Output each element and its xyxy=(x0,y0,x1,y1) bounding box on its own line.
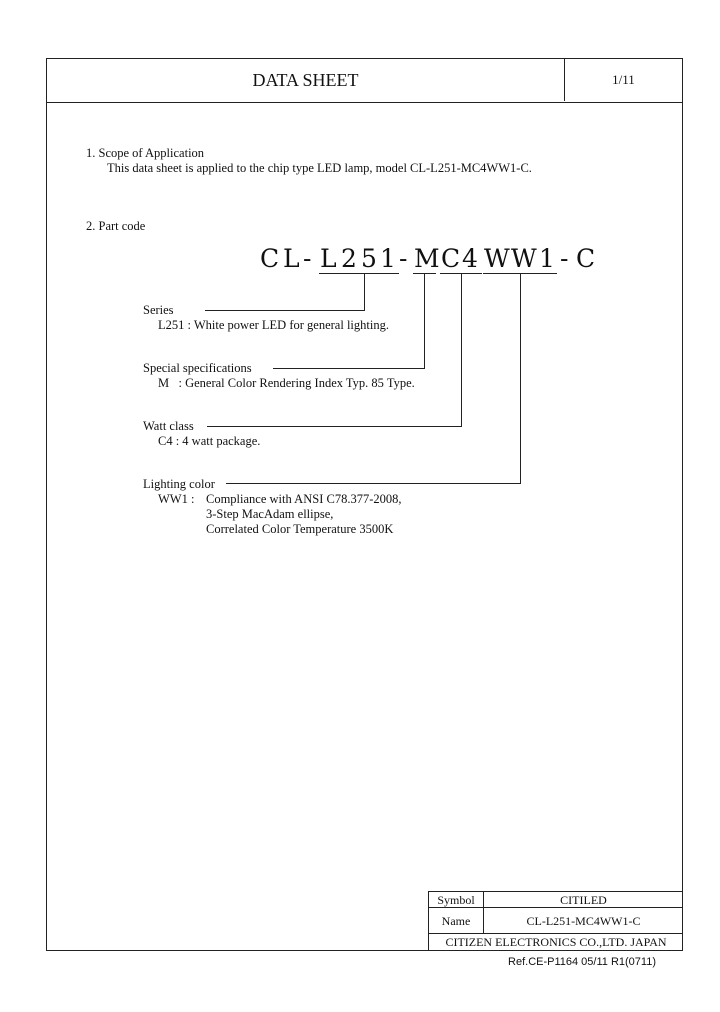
lighting-desc-label: WW1 : xyxy=(158,492,195,506)
name-label: Name xyxy=(441,914,471,928)
part-code-char: - xyxy=(303,244,312,273)
company-name: CITIZEN ELECTRONICS CO.,LTD. JAPAN xyxy=(445,935,667,949)
part-code-char: C xyxy=(260,244,280,273)
part-code-char: 2 xyxy=(341,244,357,273)
symbol-label: Symbol xyxy=(437,893,475,907)
part-code-char: M xyxy=(414,244,440,273)
part-code-char: 1 xyxy=(380,244,396,273)
series-leader-horizontal xyxy=(205,310,365,311)
part-code-char: 4 xyxy=(462,244,478,273)
series-leader-vertical xyxy=(364,273,365,311)
reference-number: Ref.CE-P1164 05/11 R1(0711) xyxy=(508,956,656,968)
part-code-char: 1 xyxy=(539,244,555,273)
series-underline xyxy=(319,273,399,274)
part-code-char: L xyxy=(283,244,300,273)
part-code-char: W xyxy=(484,244,510,273)
page-title: DATA SHEET xyxy=(47,59,565,101)
lighting-title: Lighting color xyxy=(143,477,215,491)
special-leader-horizontal xyxy=(273,368,425,369)
symbol-row xyxy=(429,892,683,908)
series-title: Series xyxy=(143,303,174,317)
lighting-desc-line: 3-Step MacAdam ellipse, xyxy=(206,507,334,521)
part-code-char: L xyxy=(320,244,337,273)
part-code xyxy=(0,244,720,274)
lighting-leader-horizontal xyxy=(226,483,521,484)
name-row xyxy=(429,908,683,934)
watt-leader-horizontal xyxy=(207,426,462,427)
partcode-heading: 2. Part code xyxy=(86,219,146,233)
part-code-char: W xyxy=(511,244,537,273)
part-code-char: C xyxy=(441,244,461,273)
part-code-char: 5 xyxy=(361,244,377,273)
lighting-desc-line: Compliance with ANSI C78.377-2008, xyxy=(206,492,402,506)
watt-leader-vertical xyxy=(461,273,462,427)
page-number: 1/11 xyxy=(612,72,635,87)
header xyxy=(47,59,682,103)
lighting-leader-vertical xyxy=(520,273,521,484)
watt-title: Watt class xyxy=(143,419,194,433)
info-box xyxy=(428,891,683,951)
part-code-char: - xyxy=(560,244,569,273)
part-code-char: C xyxy=(576,244,596,273)
series-desc: L251 : White power LED for general lighting. xyxy=(158,318,389,332)
lighting-desc-line: Correlated Color Temperature 3500K xyxy=(206,522,394,536)
special-title: Special specifications xyxy=(143,361,252,375)
watt-desc: C4 : 4 watt package. xyxy=(158,434,261,448)
name-value: CL-L251-MC4WW1-C xyxy=(483,908,683,934)
scope-heading: 1. Scope of Application xyxy=(86,146,205,160)
symbol-value: CITILED xyxy=(483,892,683,908)
special-leader-vertical xyxy=(424,273,425,369)
special-desc: M : General Color Rendering Index Typ. 85 Type. xyxy=(158,376,415,390)
scope-text: This data sheet is applied to the chip type LED lamp, model CL-L251-MC4WW1-C. xyxy=(107,161,532,175)
part-code-char: - xyxy=(399,244,408,273)
